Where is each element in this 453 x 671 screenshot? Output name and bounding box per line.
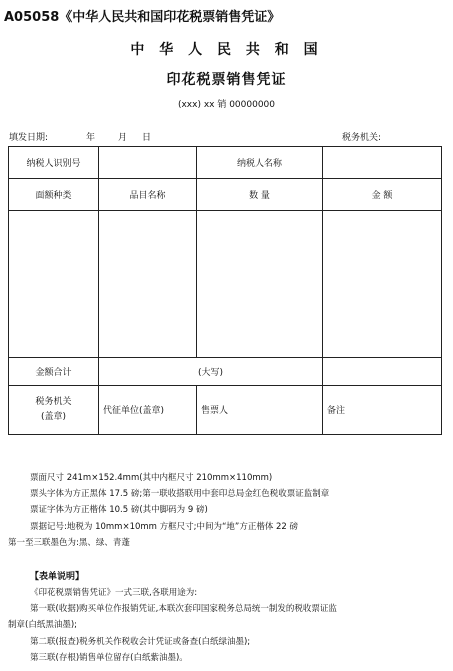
taxpayer-id-label: 纳税人识别号: [9, 147, 99, 179]
taxpayer-id-field[interactable]: [99, 147, 197, 179]
denomination-type-header: 面额种类: [9, 179, 99, 211]
uppercase-label: (大写): [197, 367, 224, 378]
denomination-cell[interactable]: [9, 211, 99, 358]
amount-uppercase-field[interactable]: [99, 357, 323, 385]
quantity-header: 数 量: [197, 179, 323, 211]
table-row: [9, 147, 442, 179]
remarks-label: 备注: [323, 385, 442, 434]
item-name-header: 品目名称: [99, 179, 197, 211]
month-label: 月: [118, 133, 128, 143]
fill-date-label: 填发日期:: [9, 133, 49, 143]
table-row: [9, 357, 442, 385]
spec-line: 票头字体为方正黑体 17.5 磅;第一联收搭联用中套印总局金红色税收票证监制章: [30, 489, 330, 499]
spec-line: 票面尺寸 241m×152.4mm(其中内框尺寸 210mm×110mm): [30, 473, 273, 483]
country-title: 中 华 人 民 共 和 国: [130, 42, 323, 58]
tax-authority-label: 税务机关:: [342, 133, 382, 143]
day-label: 日: [142, 133, 152, 143]
taxpayer-name-field[interactable]: [323, 147, 442, 179]
note-line: 第一联(收据)购买单位作报销凭证,本联次套印国家税务总局统一制发的税收票证监: [30, 604, 337, 614]
note-line: 《印花税票销售凭证》一式三联,各联用途为:: [30, 588, 198, 598]
seller-label: 售票人: [197, 385, 323, 434]
amount-total-field[interactable]: [323, 357, 442, 385]
quantity-cell[interactable]: [197, 211, 323, 358]
table-row: [9, 385, 442, 434]
note-line: 第二联(报查)税务机关作税收会计凭证或备查(白纸绿油墨);: [30, 637, 251, 647]
year-label: 年: [86, 133, 96, 143]
document-code-title: A05058《中华人民共和国印花税票销售凭证》: [4, 10, 281, 25]
serial-number: (xxx) xx 销 00000000: [177, 100, 276, 110]
spec-line: 票证字体为方正楷体 10.5 磅(其中脚码为 9 磅): [30, 505, 208, 515]
form-notes-heading: 【表单说明】: [30, 572, 85, 582]
tax-authority-seal-label: 税务机关 (盖章): [9, 385, 99, 434]
table-row: [9, 179, 442, 211]
amount-cell[interactable]: [323, 211, 442, 358]
amount-total-label: 金额合计: [9, 357, 99, 385]
taxpayer-name-label: 纳税人名称: [197, 147, 323, 179]
sales-voucher-table: [8, 146, 442, 435]
form-title: 印花税票销售凭证: [166, 72, 287, 88]
spec-line: 第一至三联墨色为:黑、绿、青蓬: [8, 538, 130, 548]
agent-seal-label: 代征单位(盖章): [99, 385, 197, 434]
note-line: 制章(白纸黑油墨);: [8, 620, 77, 630]
spec-line: 票据记号:地税为 10mm×10mm 方框尺寸;中间为“地”方正楷体 22 磅: [30, 522, 299, 532]
table-row: [9, 211, 442, 358]
amount-header: 金 额: [323, 179, 442, 211]
item-name-cell[interactable]: [99, 211, 197, 358]
note-line: 第三联(存根)销售单位留存(白纸紫油墨)。: [30, 653, 188, 663]
